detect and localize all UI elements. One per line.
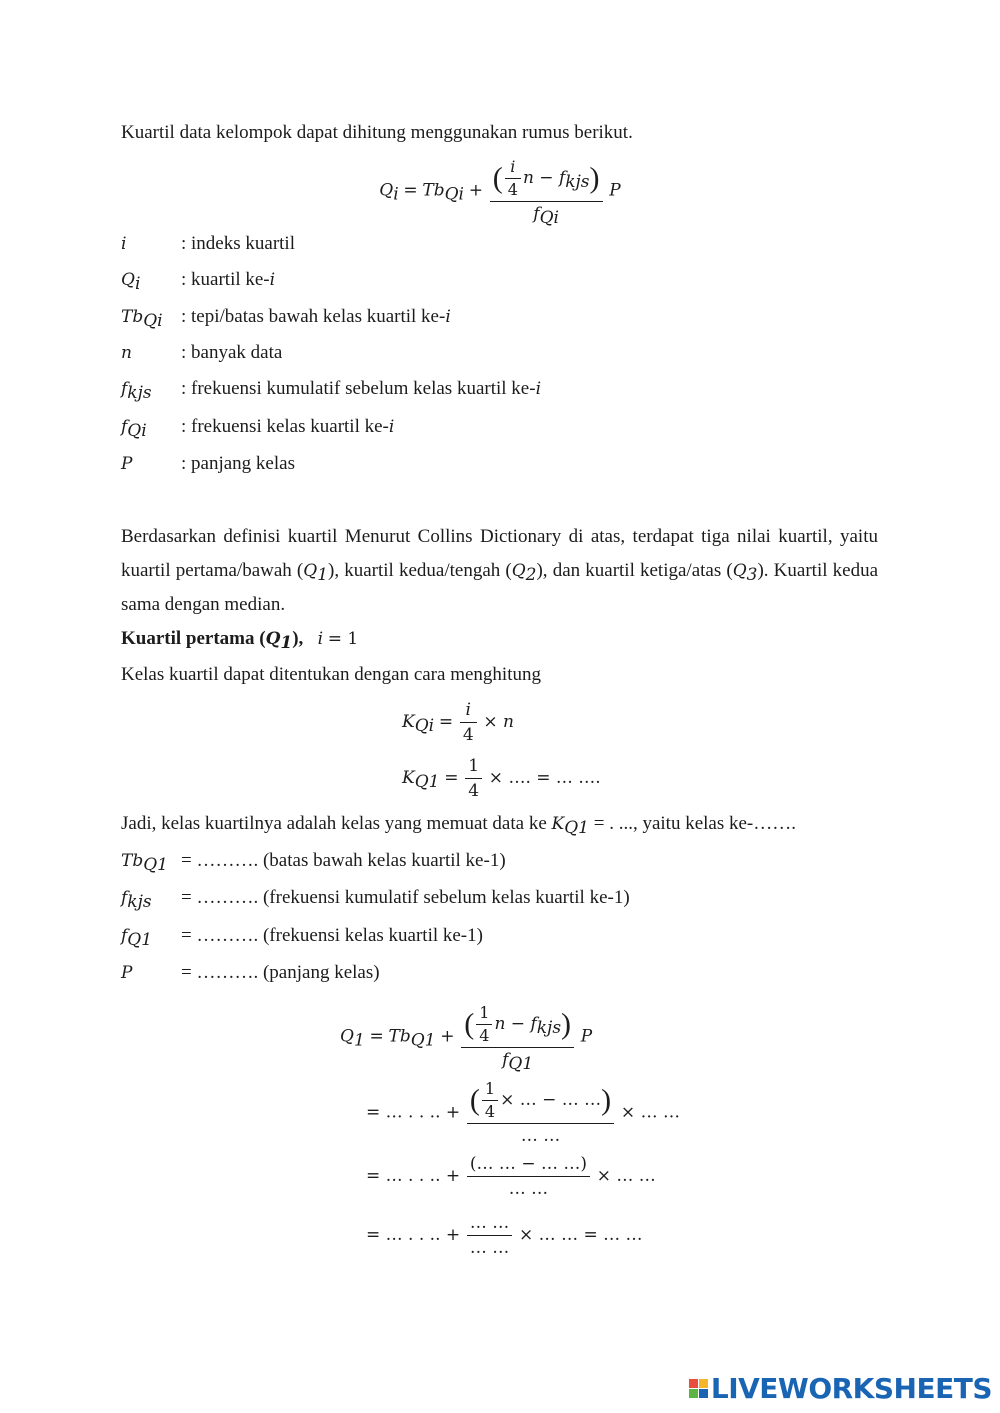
legend-symbol: $Q_i$ (121, 270, 141, 294)
value-symbol: $f_{Q1}$ (121, 926, 153, 950)
legend-symbol: P (121, 454, 133, 474)
intro-text: Kuartil data kelompok dapat dihitung menggunakan rumus berikut. (121, 122, 633, 143)
calc-step-2: = … . . .. + $\frac{(\dots \dots - \dots \dots)}{\dots \dots}$ × … … (366, 1154, 656, 1199)
liveworksheets-logo[interactable] (689, 1372, 992, 1405)
section-heading: Kuartil pertama $(Q_1)$, i = 1 (121, 628, 359, 653)
value-fill: = ………. (panjang kelas) (181, 962, 380, 983)
legend-desc: : tepi/batas bawah kelas kuartil ke-i (181, 306, 451, 327)
legend-desc: : indeks kuartil (181, 233, 295, 254)
legend-symbol: n (121, 343, 132, 363)
calc-step-1: = … . . .. + ( $\frac{1}{4}$ × … − … …) … … × … … (366, 1079, 680, 1146)
legend-desc: : frekuensi kelas kuartil ke-i (181, 416, 395, 437)
kelas-intro: Kelas kuartil dapat ditentukan dengan cara menghitung (121, 664, 541, 685)
q1-formula: $Q_1 = Tb_{Q1}$ + ( $\frac{1}{4}$ $n - f_{kjs}$) $f_{Q1}$ P (340, 1003, 593, 1074)
legend-desc: : kuartil ke-i (181, 269, 276, 290)
legend-symbol: $Tb_{Qi}$ (121, 307, 163, 331)
value-symbol: $Tb_{Q1}$ (121, 851, 168, 875)
legend-symbol: $f_{Qi}$ (121, 417, 147, 441)
legend-symbol: $f_{kjs}$ (121, 379, 152, 403)
logo-mark-icon (689, 1379, 708, 1398)
value-symbol: P (121, 963, 133, 983)
quartile-formula: $Q_i = Tb_{Qi}$ + ( $\frac{i}{4}$ $n - f_{kjs}$) $f_{Qi}$ P (379, 157, 621, 228)
kqi-formula: $K_{Qi}$ = $\frac{i}{4}$ × n (402, 700, 515, 745)
legend-desc: : frekuensi kumulatif sebelum kelas kuartil ke-i (181, 378, 541, 399)
value-symbol: $f_{kjs}$ (121, 888, 152, 912)
legend-symbol: i (121, 234, 127, 254)
legend-desc: : panjang kelas (181, 453, 295, 474)
conclusion-line: Jadi, kelas kuartilnya adalah kelas yang memuat data ke $K_{Q1}$ = . ..., yaitu kelas ke-……. (121, 813, 796, 838)
value-fill: = ………. (batas bawah kelas kuartil ke-1) (181, 850, 506, 871)
value-fill: = ………. (frekuensi kumulatif sebelum kelas kuartil ke-1) (181, 887, 630, 908)
definition-paragraph: Berdasarkan definisi kuartil Menurut Collins Dictionary di atas, terdapat tiga nilai kuartil, yaitu kuartil pertama/bawah $(Q_1)$, kuartil kedua/tengah $(Q_2)$, dan kuartil ketiga/atas $(Q_3)$. Kuartil kedua sama dengan median. (121, 526, 878, 615)
value-fill: = ………. (frekuensi kelas kuartil ke-1) (181, 925, 483, 946)
legend-desc: : banyak data (181, 342, 283, 363)
calc-step-3: = … . . .. + $\frac{\dots \dots}{\dots \dots}$ × … … = … … (366, 1213, 643, 1258)
logo-text: LIVEWORKSHEETS (710, 1372, 992, 1405)
quartile-fraction: ( $\frac{i}{4}$ $n - f_{kjs}$) $f_{Qi}$ (490, 158, 603, 224)
kq1-formula: $K_{Q1}$ = $\frac{1}{4}$ × …. = … …. (402, 756, 601, 801)
